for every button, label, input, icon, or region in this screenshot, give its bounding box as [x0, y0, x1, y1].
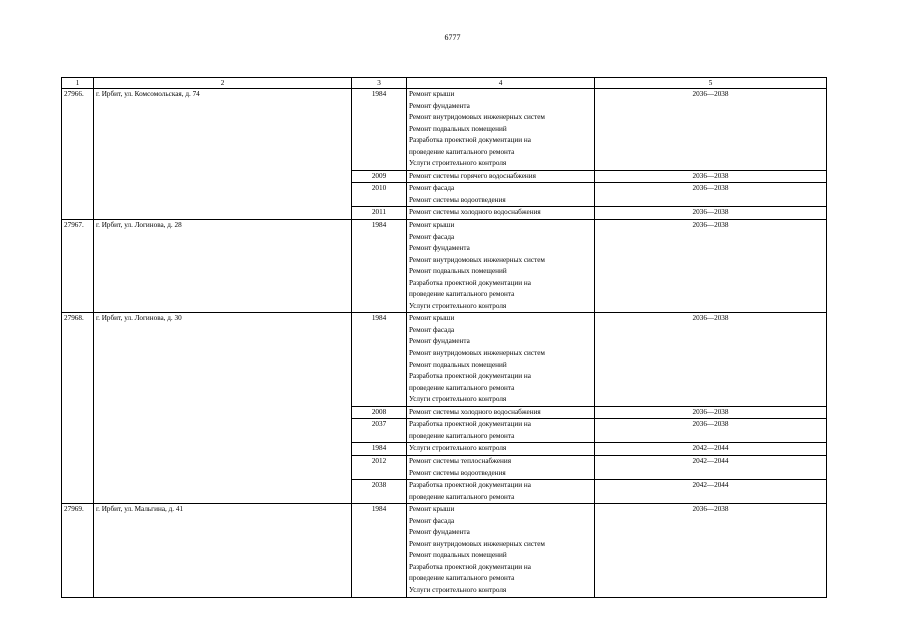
header-col-5: 5: [595, 78, 827, 89]
commission-year: 2010: [352, 183, 407, 207]
work-item: Разработка проектной документации на: [409, 136, 531, 145]
commission-year: 1984: [352, 220, 407, 313]
work-list: [407, 313, 595, 406]
record-number: 27966.: [62, 89, 94, 220]
work-item: Ремонт фундамента: [409, 244, 470, 253]
work-list: [407, 183, 595, 207]
repair-period: 2042—2044: [595, 455, 827, 479]
work-item: Ремонт системы горячего водоснабжения: [409, 171, 536, 180]
work-item: Услуги строительного контроля: [409, 159, 507, 168]
header-row: [62, 78, 827, 89]
work-list: [407, 170, 595, 183]
header-col-3: 3: [352, 78, 407, 89]
commission-year: 1984: [352, 89, 407, 171]
repair-period: 2036—2038: [595, 89, 827, 171]
repair-period: 2036—2038: [595, 406, 827, 419]
work-list: [407, 504, 595, 597]
work-item: Услуги строительного контроля: [409, 395, 507, 404]
work-item: Ремонт системы холодного водоснабжения: [409, 208, 541, 217]
table-body: [62, 78, 827, 598]
work-list: [407, 207, 595, 220]
commission-year: 2008: [352, 406, 407, 419]
commission-year: 2037: [352, 419, 407, 443]
work-item: Ремонт подвальных помещений: [409, 551, 507, 560]
work-item: Разработка проектной документации на: [409, 481, 531, 490]
work-item: Ремонт подвальных помещений: [409, 360, 507, 369]
work-item: Ремонт подвальных помещений: [409, 267, 507, 276]
record-address: г. Ирбит, ул. Логинова, д. 30: [94, 313, 352, 504]
commission-year: 1984: [352, 313, 407, 406]
work-item: Ремонт фасада: [409, 232, 455, 241]
header-col-4: 4: [407, 78, 595, 89]
work-item: проведение капитального ремонта: [409, 290, 515, 299]
record-address: г. Ирбит, ул. Комсомольская, д. 74: [94, 89, 352, 220]
work-item: проведение капитального ремонта: [409, 431, 515, 440]
repair-period: 2036—2038: [595, 207, 827, 220]
work-item: Ремонт фасада: [409, 325, 455, 334]
work-item: проведение капитального ремонта: [409, 147, 515, 156]
work-item: Разработка проектной документации на: [409, 420, 531, 429]
work-item: Ремонт внутридомовых инженерных систем: [409, 349, 545, 358]
work-item: Ремонт фасада: [409, 516, 455, 525]
work-item: Ремонт внутридомовых инженерных систем: [409, 255, 545, 264]
work-list: [407, 89, 595, 171]
work-item: Ремонт системы холодного водоснабжения: [409, 407, 541, 416]
commission-year: 1984: [352, 504, 407, 597]
work-item: Ремонт крыши: [409, 314, 455, 323]
table-row: [62, 89, 827, 171]
work-item: Разработка проектной документации на: [409, 562, 531, 571]
table-row: [62, 313, 827, 406]
work-item: Услуги строительного контроля: [409, 585, 507, 594]
work-item: Ремонт системы водоотведения: [409, 195, 506, 204]
commission-year: 2012: [352, 455, 407, 479]
table-row: [62, 220, 827, 313]
repair-period: 2042—2044: [595, 480, 827, 504]
header-col-2: 2: [94, 78, 352, 89]
work-item: Ремонт подвальных помещений: [409, 124, 507, 133]
repair-period: 2036—2038: [595, 183, 827, 207]
work-item: Ремонт системы теплоснабжения: [409, 456, 512, 465]
record-number: 27968.: [62, 313, 94, 504]
commission-year: 2038: [352, 480, 407, 504]
work-list: [407, 455, 595, 479]
work-list: [407, 406, 595, 419]
work-item: Ремонт крыши: [409, 221, 455, 230]
repair-period: 2036—2038: [595, 419, 827, 443]
repair-period: 2036—2038: [595, 170, 827, 183]
work-item: Ремонт фундамента: [409, 101, 470, 110]
work-list: [407, 480, 595, 504]
work-item: проведение капитального ремонта: [409, 383, 515, 392]
commission-year: 2009: [352, 170, 407, 183]
work-item: Разработка проектной документации на: [409, 278, 531, 287]
work-item: Ремонт фундамента: [409, 528, 470, 537]
page-number: 6777: [444, 33, 461, 42]
work-item: Услуги строительного контроля: [409, 444, 507, 453]
repair-period: 2036—2038: [595, 220, 827, 313]
work-item: Ремонт крыши: [409, 505, 455, 514]
commission-year: 1984: [352, 443, 407, 456]
record-address: г. Ирбит, ул. Мальгина, д. 41: [94, 504, 352, 597]
work-item: Ремонт крыши: [409, 90, 455, 98]
work-item: Ремонт внутридомовых инженерных систем: [409, 539, 545, 548]
table-row: [62, 504, 827, 597]
work-item: Ремонт фундамента: [409, 337, 470, 346]
work-item: Разработка проектной документации на: [409, 372, 531, 381]
work-item: Ремонт внутридомовых инженерных систем: [409, 113, 545, 122]
work-list: [407, 419, 595, 443]
work-item: проведение капитального ремонта: [409, 492, 515, 501]
work-item: Ремонт системы водоотведения: [409, 468, 506, 477]
repair-period: 2036—2038: [595, 313, 827, 406]
record-number: 27969.: [62, 504, 94, 597]
record-address: г. Ирбит, ул. Логинова, д. 28: [94, 220, 352, 313]
repair-period: 2042—2044: [595, 443, 827, 456]
commission-year: 2011: [352, 207, 407, 220]
work-list: [407, 220, 595, 313]
work-item: Ремонт фасада: [409, 184, 455, 193]
work-list: [407, 443, 595, 456]
work-item: проведение капитального ремонта: [409, 574, 515, 583]
repair-period: 2036—2038: [595, 504, 827, 597]
header-col-1: 1: [62, 78, 94, 89]
work-item: Услуги строительного контроля: [409, 301, 507, 310]
record-number: 27967.: [62, 220, 94, 313]
capital-repair-table: [61, 77, 827, 598]
